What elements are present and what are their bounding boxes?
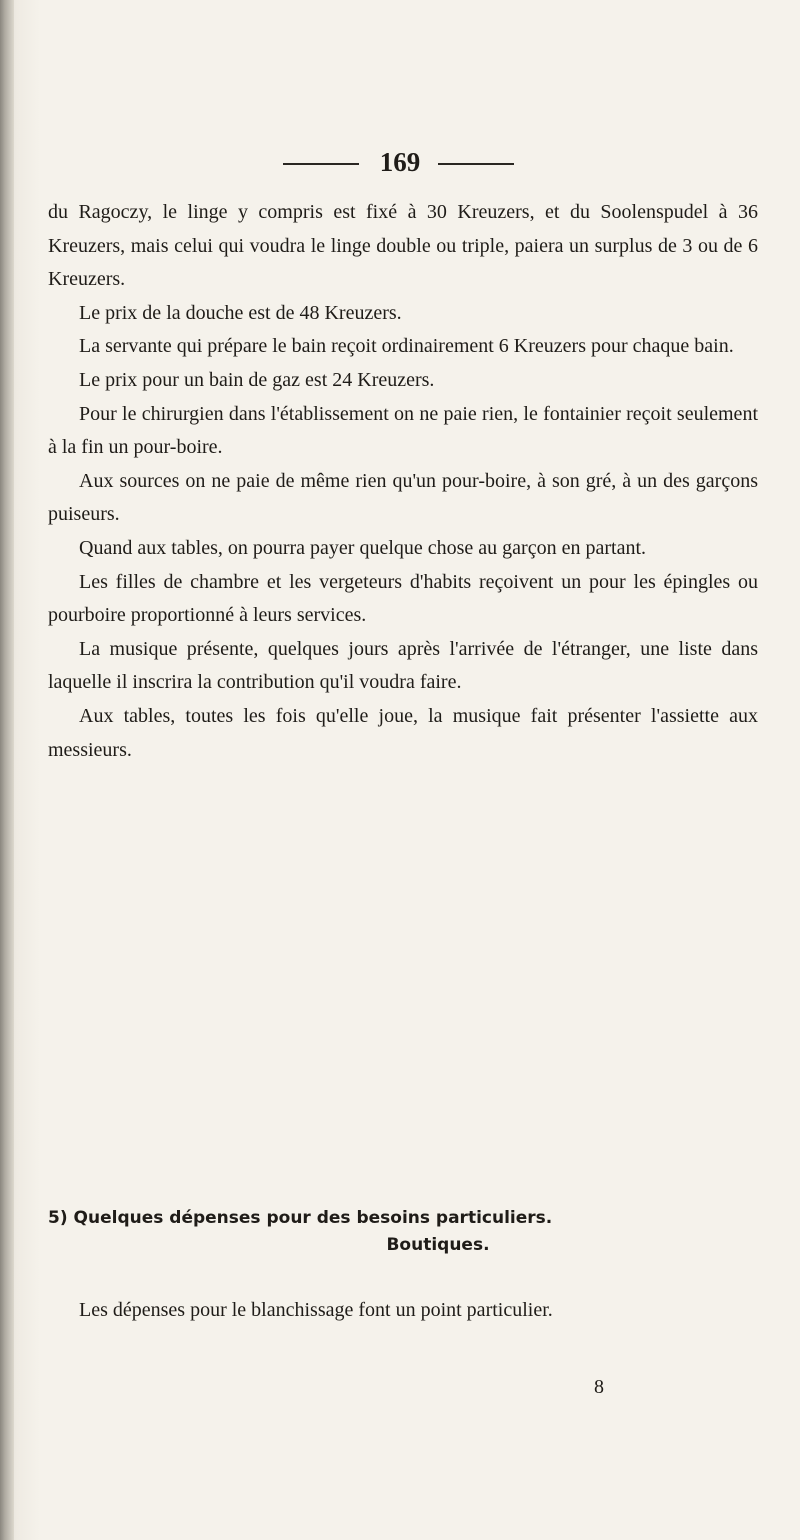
paragraph-sources: Aux sources on ne paie de même rien qu'un pour-boire, à son gré, à un des garçons puiseurs. [48,469,758,526]
section-heading [48,1205,748,1259]
paragraph-chambermaids: Les filles de chambre et les vergeteurs d'habits reçoivent un pour les épingles ou pourboire proportionné à leurs services. [48,570,758,627]
paragraph-laundry: Les dépenses pour le blanchissage font un point particulier. [79,1299,553,1321]
section-title-line1: Quelques dépenses pour des besoins particuliers. [73,1208,553,1228]
paragraph-douche-price: Le prix de la douche est de 48 Kreuzers. [79,301,402,324]
paragraph-continuation: du Ragoczy, le linge y compris est fixé à 30 Kreuzers, et du Soolenspudel à 36 Kreuzers, mais celui qui voudra le linge double ou triple, paiera un surplus de 3 ou de 6 Kreuzers. [48,201,758,291]
paragraph-surgeon: Pour le chirurgien dans l'établissement on ne paie rien, le fontainier reçoit seulement à la fin un pour-boire. [48,402,758,459]
paragraph-servant-fee: La servante qui prépare le bain reçoit ordinairement 6 Kreuzers pour chaque bain. [79,335,734,358]
page-binding-edge [0,0,14,1540]
section-body [48,1294,758,1328]
signature-mark: 8 [594,1376,604,1398]
body-text [48,196,758,767]
header-rule-left [283,163,359,165]
paragraph-music-tables: Aux tables, toutes les fois qu'elle joue, la musique fait présenter l'assiette aux messieurs. [48,704,758,761]
section-number: 5) [48,1208,68,1228]
paragraph-gas-bath-price: Le prix pour un bain de gaz est 24 Kreuzers. [79,368,435,391]
section-title-line2: Boutiques. [386,1235,490,1255]
paragraph-music-list: La musique présente, quelques jours après l'arrivée de l'étranger, une liste dans laquelle il inscrira la contribution qu'il voudra faire. [48,637,758,694]
page-header [0,146,800,178]
page-number: 169 [379,147,421,177]
paragraph-tables: Quand aux tables, on pourra payer quelque chose au garçon en partant. [79,536,647,559]
header-rule-right [438,163,514,165]
